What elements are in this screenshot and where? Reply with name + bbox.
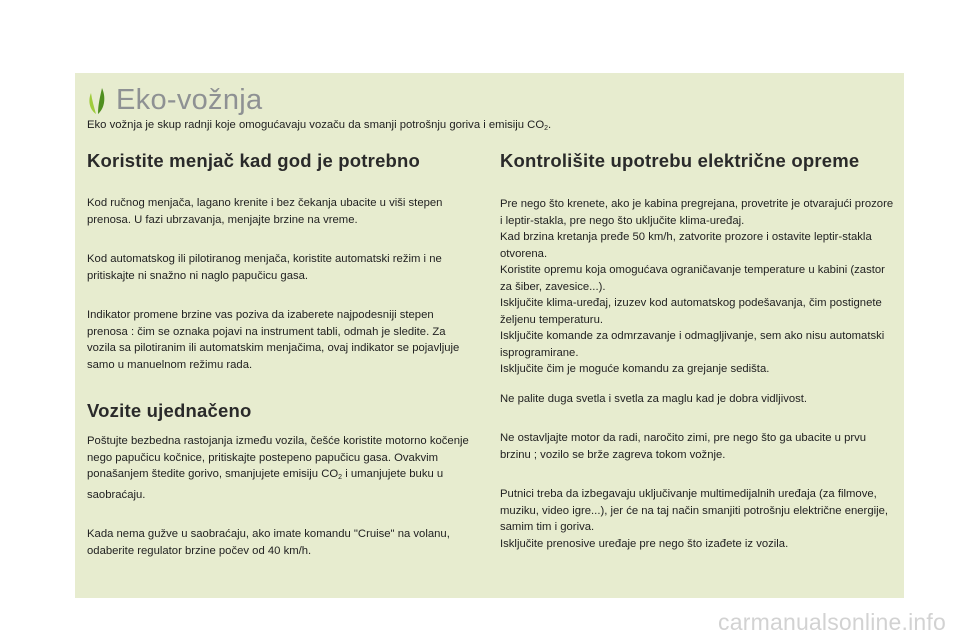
title-row <box>87 84 262 117</box>
left-column <box>87 150 477 559</box>
paragraph-automatic-gearbox: Kod automatskog ili pilotiranog menjača, koristite automatski režim i ne pritiskajte ni snažno ni naglo papučicu gasa. <box>87 253 442 282</box>
paragraph-line: Kad brzina kretanja pređe 50 km/h, zatvorite prozore i ostavite leptir-stakla otvorena. <box>500 231 872 260</box>
paragraph-engine-idle: Ne ostavljajte motor da radi, naročito zimi, pre nego što ga ubacite u prvu brzinu ; vozilo se brže zagreva tokom vožnje. <box>500 432 867 461</box>
paragraph-lights: Ne palite duga svetla i svetla za maglu kad je dobra vidljivost. <box>500 392 808 405</box>
paragraph-climate-group <box>500 196 895 378</box>
paragraph-gear-indicator: Indikator promene brzine vas poziva da izaberete najpodesniji stepen prenosa : čim se oznaka pojavi na instrument tabli, odmah je sledite. Za vozila sa pilotiranim ili automatskim menjačima, ovaj indikator se pojavljuje samo u manuelnom režimu rada. <box>87 309 460 371</box>
right-column <box>500 150 895 552</box>
watermark: carmanualsonline.info <box>718 609 946 635</box>
paragraph-safe-distance: Poštujte bezbedna rastojanja između vozila, češće koristite motorno kočenje nego papučicu kočnice, pritiskajte postepeno papučicu gasa. Ovakvim ponašanjem štedite gorivo, smanjujete emisiju $CO_2$ i umanjujete buku u saobraćaju. <box>87 435 469 501</box>
paragraph-line: Isključite čim je moguće komandu za grejanje sedišta. <box>500 363 770 375</box>
section-heading-gearbox: Koristite menjač kad god je potrebno <box>87 150 421 171</box>
section-heading-electrical: Kontrolišite upotrebu električne opreme <box>500 150 860 171</box>
paragraph-line: Koristite opremu koja omogućava ograničavanje temperature u kabini (zastor za šiber, zavesice...). <box>500 264 885 293</box>
paragraph-line: Pre nego što krenete, ako je kabina pregrejana, provetrite je otvarajući prozore i leptir-stakla, pre nego što uključite klima-uređaj. <box>500 198 894 227</box>
leaf-icon <box>87 87 107 115</box>
section-heading-drive-smoothly: Vozite ujednačeno <box>87 400 252 421</box>
paragraph-manual-gearbox: Kod ručnog menjača, lagano krenite i bez čekanja ubacite u viši stepen prenosa. U fazi ubrzavanja, menjajte brzine na vreme. <box>87 197 443 226</box>
paragraph-line: Isključite prenosive uređaje pre nego što izađete iz vozila. <box>500 537 789 550</box>
paragraph-cruise: Kada nema gužve u saobraćaju, ako imate komandu "Cruise" na volanu, odaberite regulator brzine počev od 40 km/h. <box>87 528 450 557</box>
paragraph-line: Putnici treba da izbegavaju uključivanje multimedijalnih uređaja (za filmove, muziku, video igre...), jer će na taj način smanjiti potrošnju električne energije, samim tim i goriva. <box>500 488 889 533</box>
intro-text: Eko vožnja je skup radnji koje omogućavaju vozaču da smanji potrošnju goriva i emisiju $CO_2$. <box>87 119 552 132</box>
paragraph-line: Isključite klima-uređaj, izuzev kod automatskog podešavanja, čim postignete željenu temperaturu. <box>500 297 882 326</box>
paragraph-multimedia-group <box>500 486 895 552</box>
paragraph-line: Isključite komande za odmrzavanje i odmagljivanje, sem ako nisu automatski isprogramirane. <box>500 330 885 359</box>
page-title: Eko-vožnja <box>116 84 263 116</box>
